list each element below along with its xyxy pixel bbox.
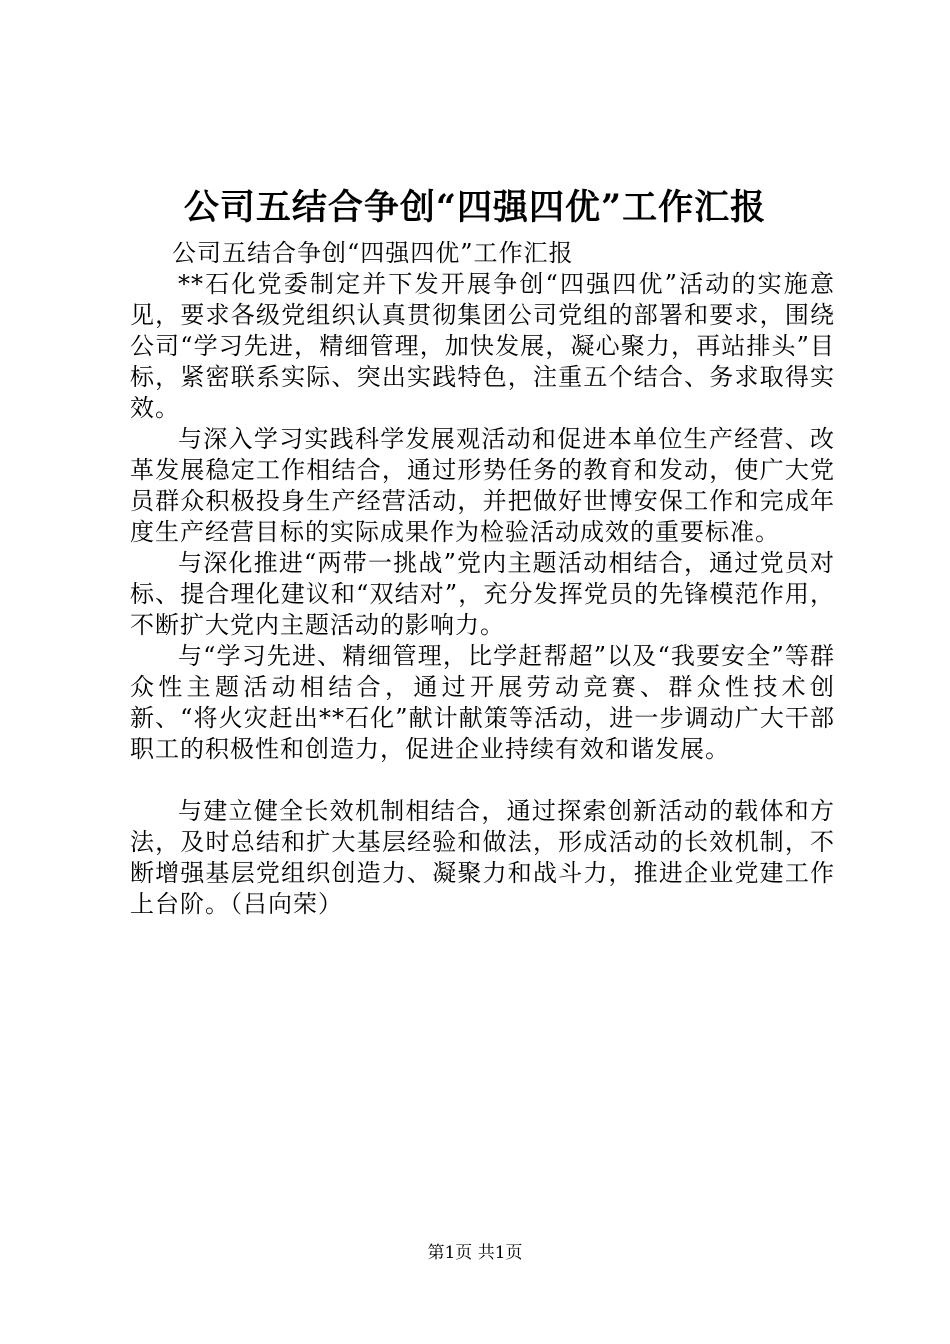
paragraph-combination-2: 与深化推进“两带一挑战”党内主题活动相结合，通过党员对标、提合理化建议和“双结对”，充分发挥党员的先锋模范作用，不断扩大党内主题活动的影响力。 [130, 549, 835, 639]
paragraph-combination-1: 与深入学习实践科学发展观活动和促进本单位生产经营、改革发展稳定工作相结合，通过形势任务的教育和发动，使广大党员群众积极投身生产经营活动，并把做好世博安保工作和完成年度生产经营目标的实际成果作为检验活动成效的重要标准。 [130, 425, 835, 546]
page-number-footer: 第1页 共1页 [427, 1243, 523, 1263]
paragraph-combination-3: 与“学习先进、精细管理，比学赶帮超”以及“我要安全”等群众性主题活动相结合，通过开展劳动竞赛、群众性技术创新、“将火灾赶出**石化”献计献策等活动，进一步调动广大干部职工的积极性和创造力，促进企业持续有效和谐发展。 [130, 642, 835, 763]
document-title: 公司五结合争创“四强四优”工作汇报 [183, 187, 767, 228]
document-body [130, 238, 835, 920]
document-subtitle: 公司五结合争创“四强四优”工作汇报 [172, 239, 574, 267]
paragraph-combination-4: 与建立健全长效机制相结合，通过探索创新活动的载体和方法，及时总结和扩大基层经验和做法，形成活动的长效机制，不断增强基层党组织创造力、凝聚力和战斗力，推进企业党建工作上台阶。（吕向荣） [130, 797, 835, 918]
paragraph-intro: **石化党委制定并下发开展争创“四强四优”活动的实施意见，要求各级党组织认真贯彻集团公司党组的部署和要求，围绕公司“学习先进，精细管理，加快发展，凝心聚力，再站排头”目标，紧密联系实际、突出实践特色，注重五个结合、务求取得实效。 [130, 270, 835, 422]
